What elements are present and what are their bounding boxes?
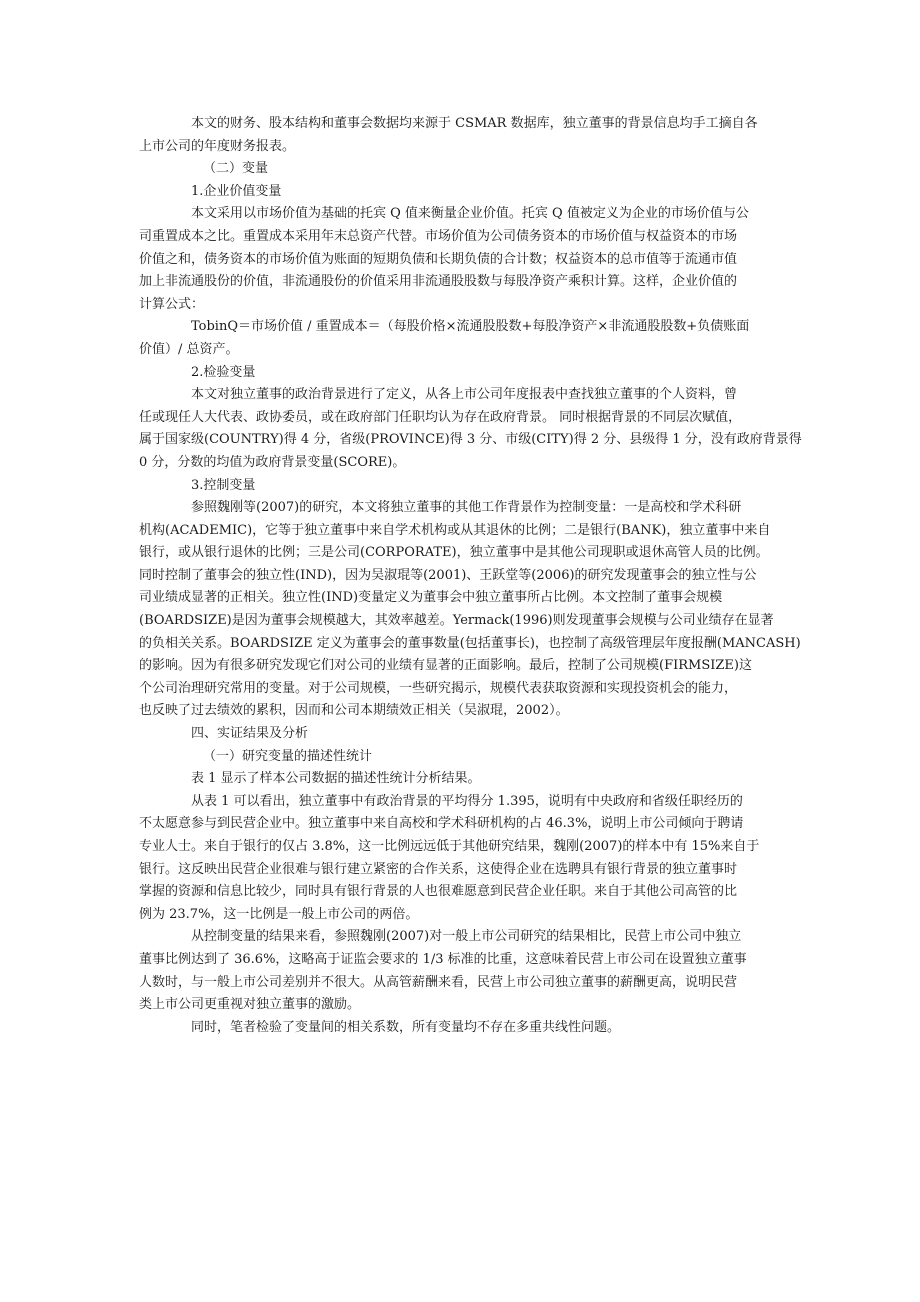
text-line: 计算公式：: [139, 296, 205, 312]
text-line: 同时控制了董事会的独立性(IND)，因为吴淑琨等(2001)、王跃堂等(2006)的研究发现董事会的独立性与公: [139, 567, 757, 583]
text-line: 司重置成本之比。重置成本采用年末总资产代替。市场价值为公司债务资本的市场价值与权益资本的市场: [139, 228, 738, 244]
text-line: 个公司治理研究常用的变量。对于公司规模，一些研究揭示，规模代表获取资源和实现投资机会的能力，: [139, 680, 738, 696]
text-line: （一）研究变量的描述性统计: [203, 748, 373, 764]
text-line: TobinQ＝市场价值 / 重置成本＝（每股价格×流通股股数+每股净资产×非流通股股数+负债账面: [191, 319, 750, 335]
text-line: 机构(ACADEMIC)，它等于独立董事中来自学术机构或从其退休的比例；二是银行(BANK)，独立董事中来自: [139, 522, 771, 538]
text-line: 3.控制变量: [191, 477, 256, 493]
text-line: 价值之和，债务资本的市场价值为账面的短期负债和长期负债的合计数；权益资本的总市值等于流通市值: [139, 251, 738, 267]
text-line: (BOARDSIZE)是因为董事会规模越大，其效率越差。Yermack(1996)则发现董事会规模与公司业绩存在显著: [139, 613, 774, 629]
text-line: 的负相关关系。BOARDSIZE 定义为董事会的董事数量(包括董事长)，也控制了高级管理层年度报酬(MANCASH): [139, 635, 801, 651]
text-line: 表 1 显示了样本公司数据的描述性统计分析结果。: [191, 771, 481, 787]
document-body: [139, 113, 802, 1039]
text-line: 本文采用以市场价值为基础的托宾 Q 值来衡量企业价值。托宾 Q 值被定义为企业的市场价值与公: [191, 206, 749, 222]
text-line: 司业绩成显著的正相关。独立性(IND)变量定义为董事会中独立董事所占比例。本文控制了董事会规模: [139, 590, 723, 606]
text-line: 的影响。因为有很多研究发现它们对公司的业绩有显著的正面影响。最后，控制了公司规模(FIRMSIZE)这: [139, 658, 752, 674]
text-line: 同时，笔者检验了变量间的相关系数，所有变量均不存在多重共线性问题。: [191, 1019, 621, 1035]
text-line: 任或现任人大代表、政协委员，或在政府部门任职均认为存在政府背景。 同时根据背景的不同层次赋值，: [139, 409, 742, 425]
text-line: 价值）/ 总资产。: [139, 341, 239, 357]
text-line: 本文对独立董事的政治背景进行了定义，从各上市公司年度报表中查找独立董事的个人资料，曾: [191, 387, 738, 403]
text-line: 四、实证结果及分析: [191, 726, 309, 742]
text-line: 不太愿意参与到民营企业中。独立董事中来自高校和学术科研机构的占 46.3%，说明上市公司倾向于聘请: [139, 816, 744, 832]
text-line: 0 分，分数的均值为政府背景变量(SCORE)。: [139, 454, 406, 470]
text-line: 掌握的资源和信息比较少，同时具有银行背景的人也很难愿意到民营企业任职。来自于其他公司高管的比: [139, 884, 738, 900]
text-line: 董事比例达到了 36.6%，这略高于证监会要求的 1/3 标准的比重，这意味着民营上市公司在设置独立董事: [139, 951, 747, 967]
text-line: 例为 23.7%，这一比例是一般上市公司的两倍。: [139, 906, 419, 922]
text-line: 人数时，与一般上市公司差别并不很大。从高管薪酬来看，民营上市公司独立董事的薪酬更高，说明民营: [139, 974, 738, 990]
text-line: 参照魏刚等(2007)的研究，本文将独立董事的其他工作背景作为控制变量：一是高校和学术科研: [191, 500, 742, 516]
text-line: 2.检验变量: [191, 364, 256, 380]
text-line: 从表 1 可以看出，独立董事中有政治背景的平均得分 1.395，说明有中央政府和省级任职经历的: [191, 793, 743, 809]
text-line: 专业人士。来自于银行的仅占 3.8%，这一比例远远低于其他研究结果，魏刚(2007)的样本中有 15%来自于: [139, 839, 760, 854]
text-line: 加上非流通股份的价值，非流通股份的价值采用非流通股股数与每股净资产乘积计算。这样，企业价值的: [139, 274, 738, 290]
text-line: 类上市公司更重视对独立董事的激励。: [139, 997, 361, 1013]
text-line: 也反映了过去绩效的累积，因而和公司本期绩效正相关（吴淑琨，2002）。: [139, 703, 569, 719]
text-line: 银行，或从银行退休的比例；三是公司(CORPORATE)，独立董事中是其他公司现职或退休高管人员的比例。: [139, 545, 769, 561]
text-line: 本文的财务、股本结构和董事会数据均来源于 CSMAR 数据库，独立董事的背景信息均手工摘自各: [191, 116, 758, 131]
text-line: 从控制变量的结果来看，参照魏刚(2007)对一般上市公司研究的结果相比，民营上市公司中独立: [191, 929, 742, 945]
text-line: （二）变量: [203, 161, 269, 177]
text-line: 银行。这反映出民营企业很难与银行建立紧密的合作关系，这使得企业在选聘具有银行背景的独立董事时: [139, 861, 738, 877]
text-line: 属于国家级(COUNTRY)得 4 分，省级(PROVINCE)得 3 分、市级(CITY)得 2 分、县级得 1 分，没有政府背景得: [139, 432, 802, 448]
text-line: 上市公司的年度财务报表。: [139, 138, 296, 154]
text-line: 1.企业价值变量: [191, 183, 282, 199]
